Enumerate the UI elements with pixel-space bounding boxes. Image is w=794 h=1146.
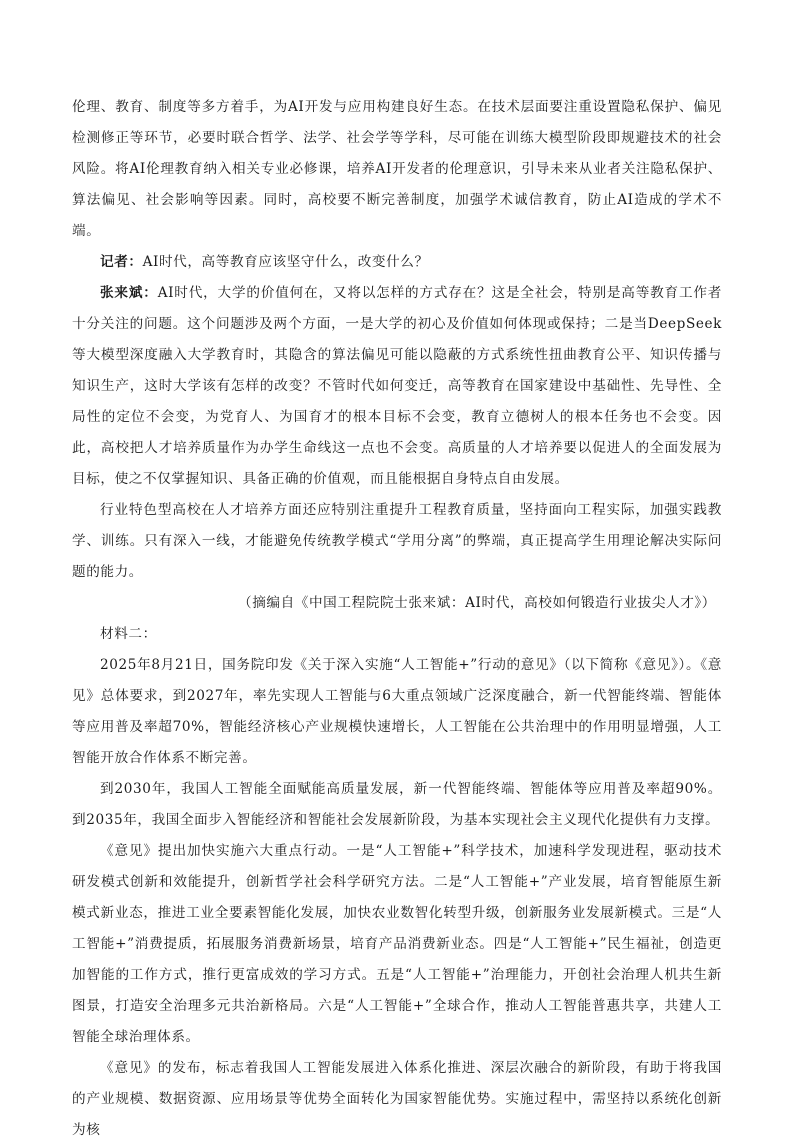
document-page xyxy=(72,92,722,1146)
zhang-laibin-label: 张来斌： xyxy=(100,285,158,301)
paragraph-reporter-question xyxy=(72,247,722,278)
paragraph-six-actions: 《意见》提出加快实施六大重点行动。一是“人工智能+”科学技术，加速科学发现进程，驱动技术研发模式创新和效能提升，创新哲学社会科学研究方法。二是“人工智能+”产业发展，培育智能原生新模式新业态，推进工业全要素智能化发展，加快农业数智化转型升级，创新服务业发展新模式。三是“人工智能+”消费提质，拓展服务消费新场景，培育产品消费新业态。四是“人工智能+”民生福祉，创造更加智能的工作方式，推行更富成效的学习方式。五是“人工智能+”治理能力，开创社会治理人机共生新图景，打造安全治理多元共治新格局。六是“人工智能+”全球合作，推动人工智能普惠共享，共建人工智能全球治理体系。 xyxy=(72,843,722,1045)
paragraph-significance: 《意见》的发布，标志着我国人工智能发展进入体系化推进、深层次融合的新阶段，有助于将我国的产业规模、数据资源、应用场景等优势全面转化为国家智能优势。实施过程中，需坚持以系统化创新为核 xyxy=(72,1060,722,1138)
material-two-heading: 材料二： xyxy=(100,626,157,642)
paragraph-ethics-education: 伦理、教育、制度等多方着手，为AI开发与应用构建良好生态。在技术层面要注重设置隐私保护、偏见检测修正等环节，必要时联合哲学、法学、社会学等学科，尽可能在训练大模型阶段即规避技术的社会风险。将AI伦理教育纳入相关专业必修课，培养AI开发者的伦理意识，引导未来从业者关注隐私保护、算法偏见、社会影响等因素。同时，高校要不断完善制度，加强学术诚信教育，防止AI造成的学术不端。 xyxy=(72,99,722,239)
reporter-question-text: AI时代，高等教育应该坚守什么，改变什么？ xyxy=(142,254,429,270)
paragraph-zhang-answer xyxy=(72,278,722,495)
paragraph-engineering-education: 行业特色型高校在人才培养方面还应特别注重提升工程教育质量，坚持面向工程实际，加强实践教学、训练。只有深入一线，才能避免传统教学模式“学用分离”的弊端，真正提高学生用理论解决实际问题的能力。 xyxy=(72,502,722,580)
reporter-label: 记者： xyxy=(100,254,143,270)
paragraph-opinions-2027: 2025年8月21日，国务院印发《关于深入实施“人工智能+”行动的意见》（以下简称《意见》）。《意见》总体要求，到2027年，率先实现人工智能与6大重点领域广泛深度融合，新一代智能终端、智能体等应用普及率超70%，智能经济核心产业规模快速增长，人工智能在公共治理中的作用明显增强，人工智能开放合作体系不断完善。 xyxy=(72,657,722,766)
paragraph-2030-2035: 到2030年，我国人工智能全面赋能高质量发展，新一代智能终端、智能体等应用普及率超90%。到2035年，我国全面步入智能经济和智能社会发展新阶段，为基本实现社会主义现代化提供有力支撑。 xyxy=(72,781,722,828)
source-citation: （摘编自《中国工程院院士张来斌：AI时代，高校如何锻造行业拔尖人才》） xyxy=(238,595,716,611)
zhang-answer-text: AI时代，大学的价值何在，又将以怎样的方式存在？这是全社会，特别是高等教育工作者十分关注的问题。这个问题涉及两个方面，一是大学的初心及价值如何体现或保持；二是当DeepSeek等大模型深度融入大学教育时，其隐含的算法偏见可能以隐蔽的方式系统性扭曲教育公平、知识传播与知识生产，这时大学该有怎样的改变？不管时代如何变迁，高等教育在国家建设中基础性、先导性、全局性的定位不会变，为党育人、为国育才的根本目标不会变，教育立德树人的根本任务也不会变。因此，高校把人才培养质量作为办学生命线这一点也不会变。高质量的人才培养要以促进人的全面发展为目标，使之不仅掌握知识、具备正确的价值观，而且能根据自身特点自由发展。 xyxy=(72,285,723,487)
